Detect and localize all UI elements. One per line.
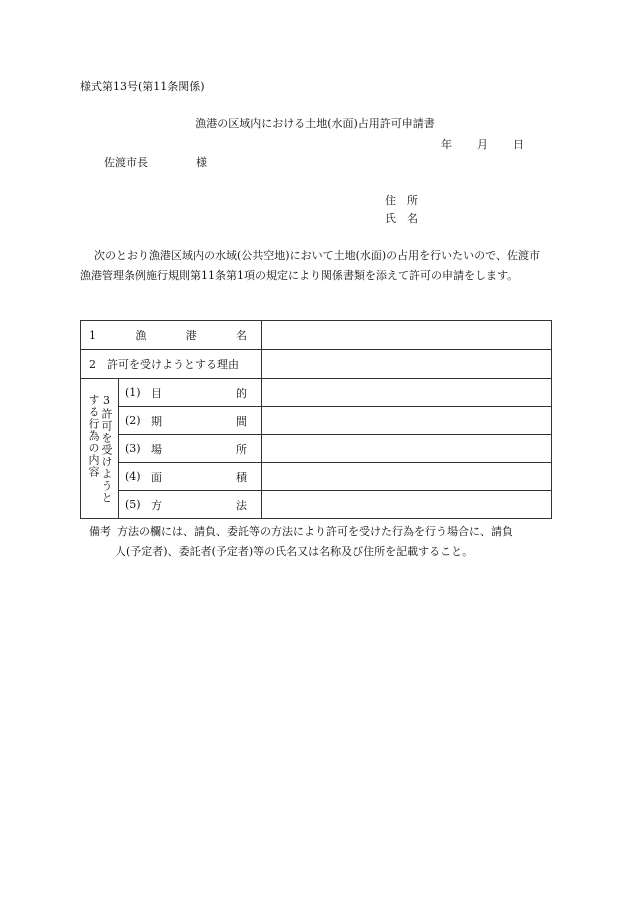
application-table (80, 320, 552, 519)
purpose-input-cell[interactable] (262, 379, 552, 407)
method-label-cell (119, 491, 262, 519)
label-char: 所 (236, 442, 247, 456)
document-title: 漁港の区域内における土地(水面)占用許可申請書 (195, 117, 435, 130)
location-label-cell (119, 435, 262, 463)
label-char: 目 (151, 386, 162, 400)
reason-label-cell (81, 350, 262, 379)
item-number: (4) (125, 470, 141, 483)
form-number: 様式第13号(第11条関係) (80, 80, 205, 93)
date-day-label: 日 (513, 138, 524, 151)
vertical-label-left: 3許可を受けようと (100, 393, 113, 504)
label-char: 港 (185, 329, 197, 342)
location-input-cell[interactable] (262, 435, 552, 463)
item-number: (5) (125, 498, 141, 511)
remarks-line-2: 人(予定者)、委託者(予定者)等の氏名又は名称及び住所を記載すること。 (115, 544, 474, 558)
purpose-label-cell (119, 379, 262, 407)
vertical-label-right: する行為の内容 (87, 393, 100, 478)
method-input-cell[interactable] (262, 491, 552, 519)
table-row (81, 407, 552, 435)
period-label-cell (119, 407, 262, 435)
table-row (81, 321, 552, 350)
period-input-cell[interactable] (262, 407, 552, 435)
item-number: (2) (125, 414, 141, 427)
date-year-label: 年 (441, 138, 452, 151)
label-char: 積 (236, 470, 247, 484)
label-char: 名 (235, 329, 247, 342)
date-month-label: 月 (477, 138, 488, 151)
remarks-label: 備考 (89, 525, 111, 538)
addressee: 佐渡市長 (104, 156, 148, 169)
reason-input-cell[interactable] (262, 350, 552, 379)
honorific: 様 (196, 156, 207, 169)
table-row (81, 491, 552, 519)
action-content-header (81, 379, 119, 519)
harbor-name-label-cell (81, 321, 262, 350)
applicant-name-label: 氏 名 (385, 212, 418, 225)
area-input-cell[interactable] (262, 463, 552, 491)
label-char: 間 (236, 414, 247, 428)
applicant-address-label: 住 所 (385, 194, 418, 207)
area-label-cell (119, 463, 262, 491)
label-char: 面 (151, 470, 162, 484)
reason-label: 2 許可を受けようとする理由 (89, 358, 239, 371)
harbor-name-input-cell[interactable] (262, 321, 552, 350)
table-row (81, 435, 552, 463)
item-number: (1) (125, 386, 141, 399)
label-char: 場 (151, 442, 162, 456)
label-char: 漁 (135, 329, 147, 342)
item-number: (3) (125, 442, 141, 455)
remarks-line-1: 方法の欄には、請負、委託等の方法により許可を受けた行為を行う場合に、請負 (117, 525, 513, 538)
application-statement: 次のとおり漁港区域内の水域(公共空地)において土地(水面)の占用を行いたいので、佐渡市漁港管理条例施行規則第11条第1項の規定により関係書類を添えて許可の申請をします。 (80, 249, 540, 282)
remarks (89, 522, 557, 561)
table-row (81, 350, 552, 379)
label-char: 期 (151, 414, 162, 428)
label-char: 法 (236, 498, 247, 512)
table-row (81, 379, 552, 407)
table-row (81, 463, 552, 491)
row-number: 1 (89, 328, 96, 342)
label-char: 的 (236, 386, 247, 400)
label-char: 方 (151, 498, 162, 512)
